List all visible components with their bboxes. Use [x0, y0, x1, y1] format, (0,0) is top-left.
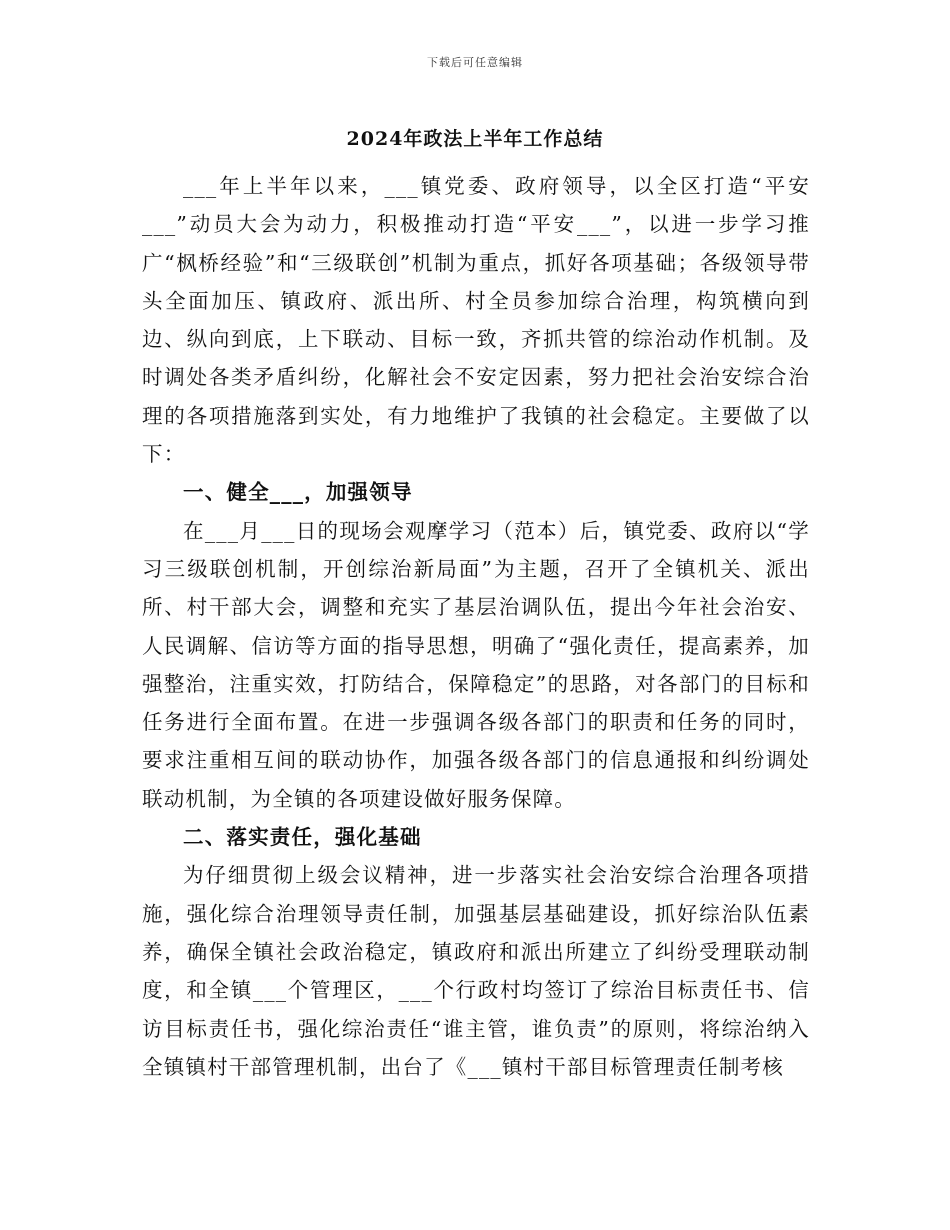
section-2-paragraph: 为仔细贯彻上级会议精神，进一步落实社会治安综合治理各项措施，强化综合治理领导责任制，加强基层基础建设，抓好综治队伍素养，确保全镇社会政治稳定，镇政府和派出所建立了纠纷受理联动制度，和全镇___个管理区，___个行政村均签订了综治目标责任书、信访目标责任书，强化综治责任“谁主管，谁负责”的原则，将综治纳入全镇镇村干部管理机制，出台了《___镇村干部目标管理责任制考核: [142, 863, 810, 1079]
section-heading-1: 一、健全___，加强领导: [183, 480, 413, 505]
section-1-paragraph: 在___月___日的现场会观摩学习（范本）后，镇党委、政府以“学习三级联创机制，开创综治新局面”为主题，召开了全镇机关、派出所、村干部大会，调整和充实了基层治调队伍，提出今年社会治安、人民调解、信访等方面的指导思想，明确了“强化责任，提高素养，加强整治，注重实效，打防结合，保障稳定”的思路，对各部门的目标和任务进行全面布置。在进一步强调各级各部门的职责和任务的同时，要求注重相互间的联动协作，加强各级各部门的信息通报和纠纷调处联动机制，为全镇的各项建设做好服务保障。: [142, 518, 810, 811]
document-title: 2024年政法上半年工作总结: [346, 128, 604, 150]
intro-paragraph: ___年上半年以来，___镇党委、政府领导，以全区打造“平安___”动员大会为动力，积极推动打造“平安___”，以进一步学习推广“枫桥经验”和“三级联创”机制为重点，抓好各项基础；各级领导带头全面加压、镇政府、派出所、村全员参加综合治理，构筑横向到边、纵向到底，上下联动、目标一致，齐抓共管的综治动作机制。及时调处各类矛盾纠纷，化解社会不安定因素，努力把社会治安综合治理的各项措施落到实处，有力地维护了我镇的社会稳定。主要做了以下：: [142, 174, 810, 467]
section-heading-2: 二、落实责任，强化基础: [183, 825, 422, 850]
document-body: [142, 167, 810, 1086]
header-note: 下载后可任意编辑: [427, 56, 523, 69]
